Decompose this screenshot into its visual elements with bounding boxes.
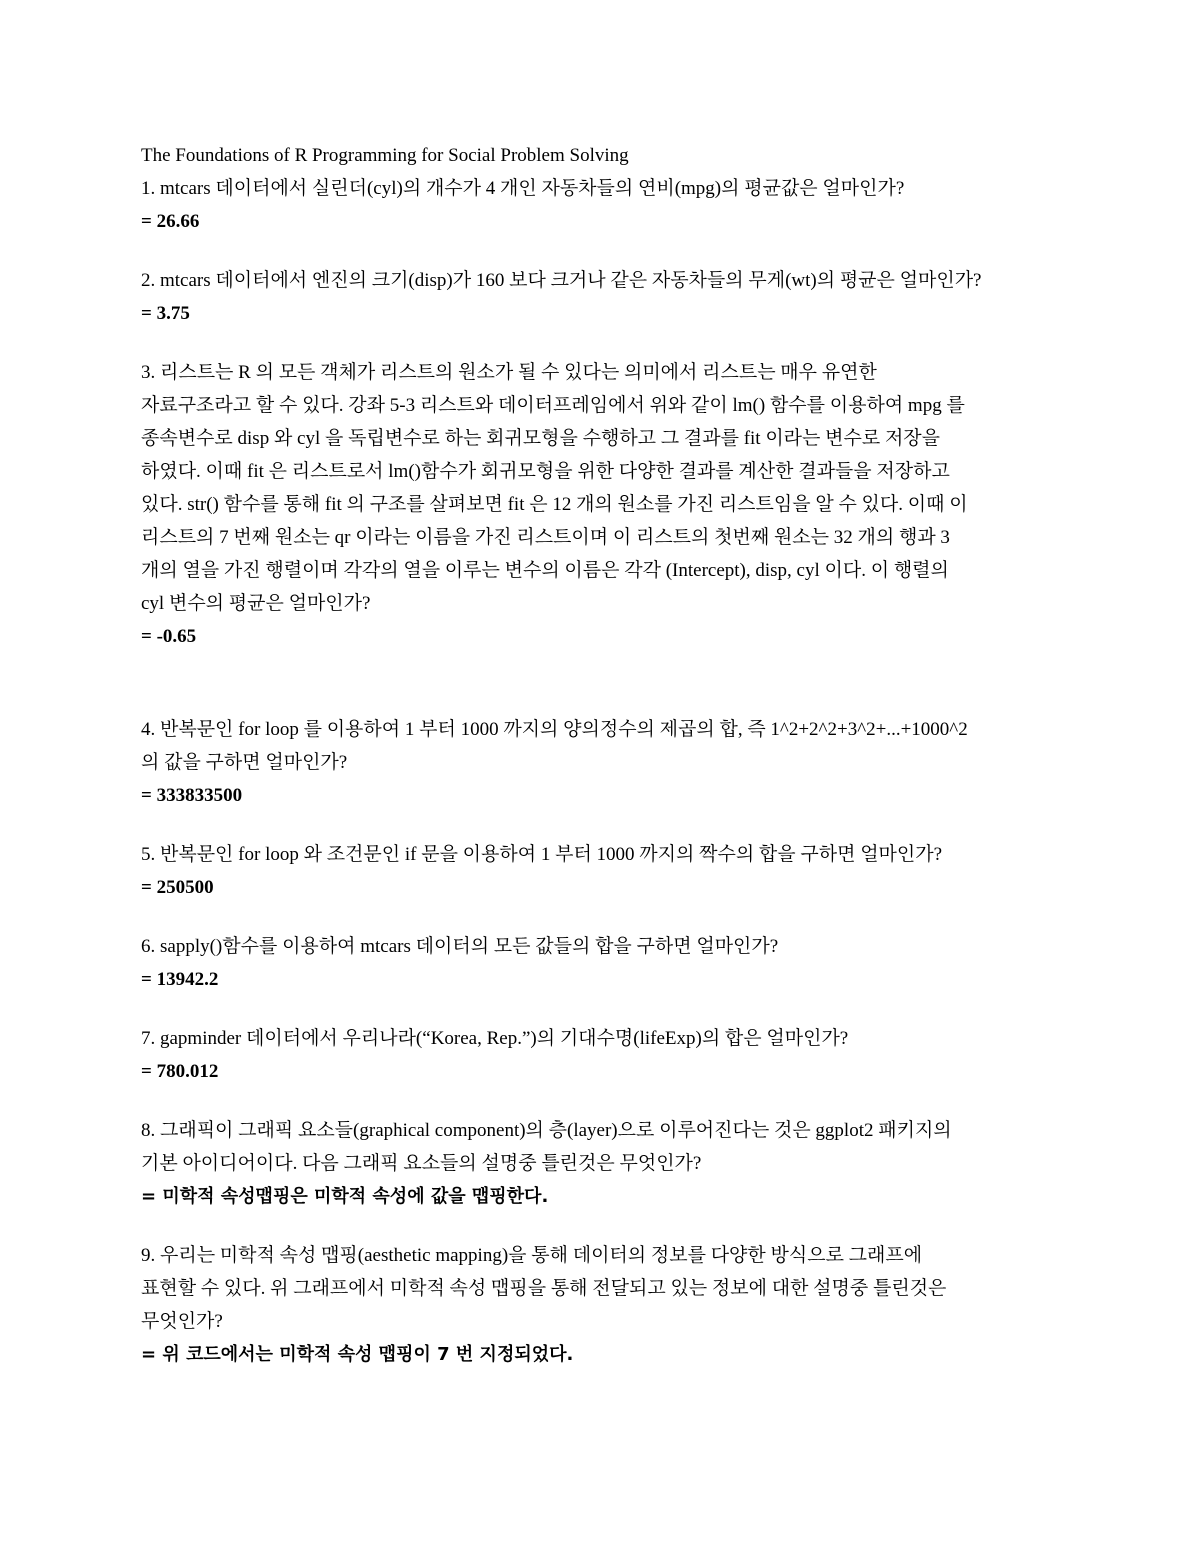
question-7	[141, 1022, 1061, 1088]
question-6-text: 6. sapply()함수를 이용하여 mtcars 데이터의 모든 값들의 합을 구하면 얼마인가?	[141, 936, 779, 957]
question-7-text: 7. gapminder 데이터에서 우리나라(“Korea, Rep.”)의 기대수명(lifeExp)의 합은 얼마인가?	[141, 1028, 849, 1049]
question-5-answer: = 250500	[141, 877, 214, 898]
question-3	[141, 356, 1061, 653]
question-9-line: 표현할 수 있다. 위 그래프에서 미학적 속성 맵핑을 통해 전달되고 있는 정보에 대한 설명중 틀린것은	[141, 1278, 947, 1299]
question-2	[141, 264, 1061, 330]
document-title: The Foundations of R Programming for Social Problem Solving	[141, 145, 629, 166]
question-9	[141, 1239, 1061, 1371]
question-5	[141, 838, 1061, 904]
question-3-line: 3. 리스트는 R 의 모든 객체가 리스트의 원소가 될 수 있다는 의미에서 리스트는 매우 유연한	[141, 362, 877, 383]
question-8-line: 기본 아이디어이다. 다음 그래픽 요소들의 설명중 틀린것은 무엇인가?	[141, 1153, 702, 1174]
question-3-line: 있다. str() 함수를 통해 fit 의 구조를 살펴보면 fit 은 12 개의 원소를 가진 리스트임을 알 수 있다. 이때 이	[141, 494, 968, 515]
question-4-answer: = 333833500	[141, 785, 243, 806]
question-3-answer: = -0.65	[141, 626, 197, 647]
question-2-answer: = 3.75	[141, 303, 190, 324]
question-8-line: 8. 그래픽이 그래픽 요소들(graphical component)의 층(layer)으로 이루어진다는 것은 ggplot2 패키지의	[141, 1120, 952, 1141]
question-3-line: 개의 열을 가진 행렬이며 각각의 열을 이루는 변수의 이름은 각각 (Intercept), disp, cyl 이다. 이 행렬의	[141, 560, 949, 581]
question-9-answer: = 위 코드에서는 미학적 속성 맵핑이 7 번 지정되었다.	[141, 1344, 574, 1365]
question-4	[141, 713, 1061, 812]
question-9-line: 9. 우리는 미학적 속성 맵핑(aesthetic mapping)을 통해 데이터의 정보를 다양한 방식으로 그래프에	[141, 1245, 923, 1266]
question-3-line: 하였다. 이때 fit 은 리스트로서 lm()함수가 회귀모형을 위한 다양한 결과를 계산한 결과들을 저장하고	[141, 461, 950, 482]
question-8-answer: = 미학적 속성맵핑은 미학적 속성에 값을 맵핑한다.	[141, 1186, 549, 1207]
question-9-line: 무엇인가?	[141, 1311, 223, 1332]
question-1-text: 1. mtcars 데이터에서 실린더(cyl)의 개수가 4 개인 자동차들의 연비(mpg)의 평균값은 얼마인가?	[141, 178, 905, 199]
question-1	[141, 172, 1061, 238]
question-3-line: 종속변수로 disp 와 cyl 을 독립변수로 하는 회귀모형을 수행하고 그 결과를 fit 이라는 변수로 저장을	[141, 428, 941, 449]
document-page	[141, 139, 1061, 1371]
question-1-answer: = 26.66	[141, 211, 200, 232]
question-7-answer: = 780.012	[141, 1061, 219, 1082]
question-2-text: 2. mtcars 데이터에서 엔진의 크기(disp)가 160 보다 크거나 같은 자동차들의 무게(wt)의 평균은 얼마인가?	[141, 270, 982, 291]
question-6-answer: = 13942.2	[141, 969, 219, 990]
question-6	[141, 930, 1061, 996]
question-3-line: 리스트의 7 번째 원소는 qr 이라는 이름을 가진 리스트이며 이 리스트의 첫번째 원소는 32 개의 행과 3	[141, 527, 950, 548]
question-4-line: 의 값을 구하면 얼마인가?	[141, 752, 348, 773]
question-8	[141, 1114, 1061, 1213]
question-3-line: cyl 변수의 평균은 얼마인가?	[141, 593, 371, 614]
question-3-line: 자료구조라고 할 수 있다. 강좌 5-3 리스트와 데이터프레임에서 위와 같이 lm() 함수를 이용하여 mpg 를	[141, 395, 965, 416]
question-5-text: 5. 반복문인 for loop 와 조건문인 if 문을 이용하여 1 부터 1000 까지의 짝수의 합을 구하면 얼마인가?	[141, 844, 943, 865]
question-4-line: 4. 반복문인 for loop 를 이용하여 1 부터 1000 까지의 양의정수의 제곱의 합, 즉 1^2+2^2+3^2+...+1000^2	[141, 719, 968, 740]
